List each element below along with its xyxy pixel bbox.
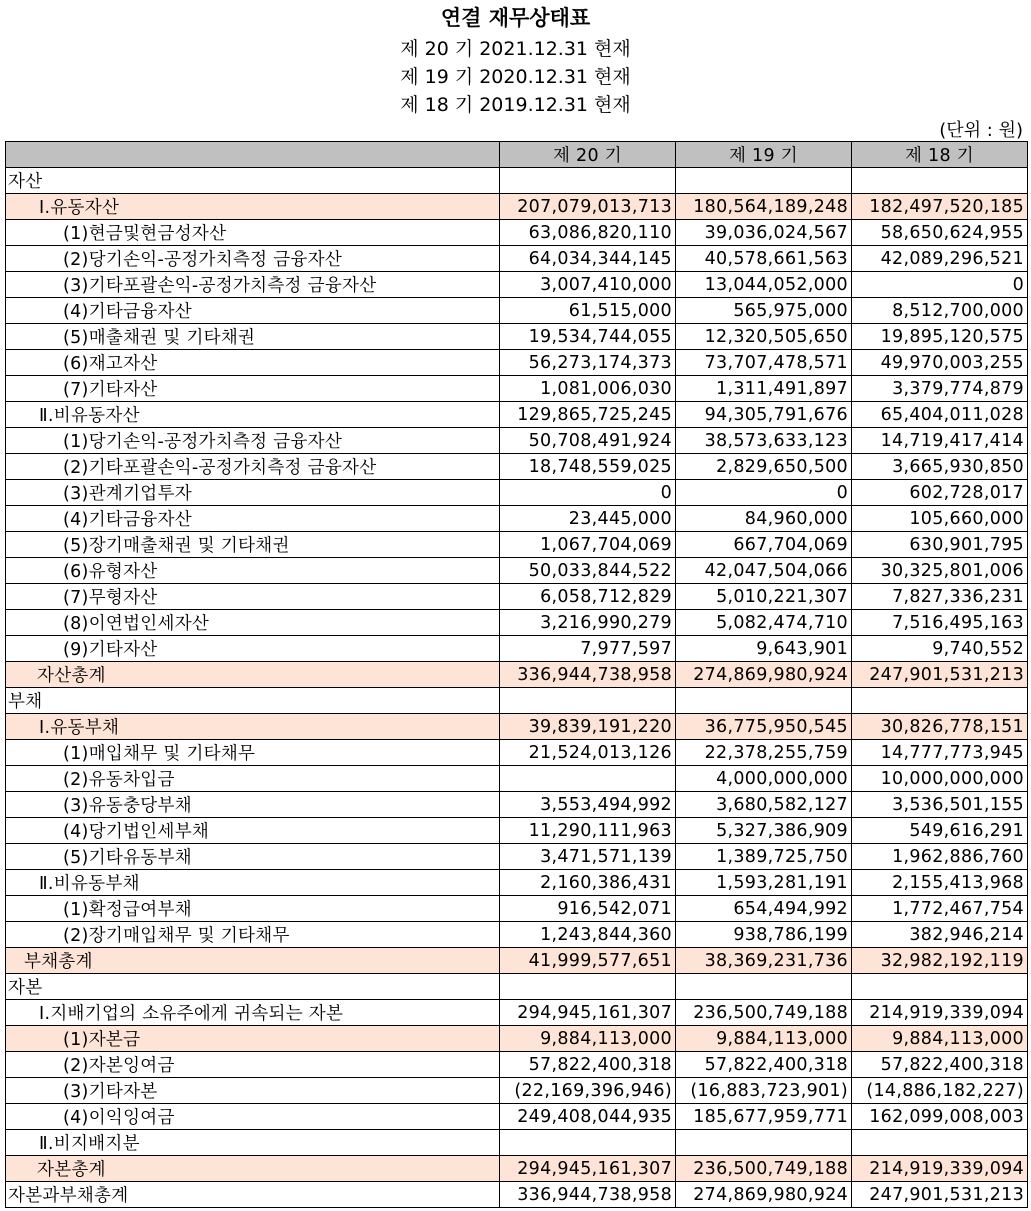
table-row [6, 1000, 1028, 1026]
value-cell: 11,290,111,963 [500, 818, 676, 844]
table-row [6, 766, 1028, 792]
value-cell: 630,901,795 [852, 532, 1028, 558]
value-cell: 2,160,386,431 [500, 870, 676, 896]
row-label: 자산 [6, 168, 500, 194]
table-row [6, 870, 1028, 896]
value-cell [852, 168, 1028, 194]
row-label: (4)기타금융자산 [6, 506, 500, 532]
row-label: (2)유동차입금 [6, 766, 500, 792]
table-row [6, 974, 1028, 1000]
value-cell: 185,677,959,771 [676, 1104, 852, 1130]
value-cell: 9,884,113,000 [676, 1026, 852, 1052]
table-row [6, 1052, 1028, 1078]
value-cell: 162,099,008,003 [852, 1104, 1028, 1130]
value-cell: 3,665,930,850 [852, 454, 1028, 480]
row-label: 자본총계 [6, 1156, 500, 1182]
value-cell: 654,494,992 [676, 896, 852, 922]
value-cell: 382,946,214 [852, 922, 1028, 948]
value-cell: 3,216,990,279 [500, 610, 676, 636]
value-cell [676, 168, 852, 194]
value-cell: 7,516,495,163 [852, 610, 1028, 636]
value-cell: 8,512,700,000 [852, 298, 1028, 324]
value-cell [676, 688, 852, 714]
table-row [6, 168, 1028, 194]
value-cell: 3,680,582,127 [676, 792, 852, 818]
value-cell: 36,775,950,545 [676, 714, 852, 740]
value-cell: 249,408,044,935 [500, 1104, 676, 1130]
row-label: Ⅱ.비유동자산 [6, 402, 500, 428]
value-cell: (22,169,396,946) [500, 1078, 676, 1104]
table-row [6, 922, 1028, 948]
table-row [6, 558, 1028, 584]
value-cell: 61,515,000 [500, 298, 676, 324]
row-label: Ⅰ.지배기업의 소유주에게 귀속되는 자본 [6, 1000, 500, 1026]
value-cell: 2,155,413,968 [852, 870, 1028, 896]
row-label: 부채 [6, 688, 500, 714]
value-cell: 21,524,013,126 [500, 740, 676, 766]
row-label: 자본 [6, 974, 500, 1000]
value-cell: 182,497,520,185 [852, 194, 1028, 220]
row-label: 자본과부채총계 [6, 1182, 500, 1208]
value-cell: 3,007,410,000 [500, 272, 676, 298]
value-cell: 938,786,199 [676, 922, 852, 948]
value-cell: 1,243,844,360 [500, 922, 676, 948]
value-cell: 1,389,725,750 [676, 844, 852, 870]
row-label: (1)자본금 [6, 1026, 500, 1052]
row-label: (2)당기손익-공정가치측정 금융자산 [6, 246, 500, 272]
header-period-20: 제 20 기 [500, 142, 676, 168]
value-cell: 50,033,844,522 [500, 558, 676, 584]
value-cell: 3,471,571,139 [500, 844, 676, 870]
value-cell: 32,982,192,119 [852, 948, 1028, 974]
value-cell: 105,660,000 [852, 506, 1028, 532]
unit-label: (단위 : 원) [939, 120, 1023, 141]
row-label: Ⅱ.비유동부채 [6, 870, 500, 896]
row-label: Ⅱ.비지배지분 [6, 1130, 500, 1156]
header-row [6, 142, 1028, 168]
value-cell: 14,777,773,945 [852, 740, 1028, 766]
row-label: (1)현금및현금성자산 [6, 220, 500, 246]
row-label: (2)기타포괄손익-공정가치측정 금융자산 [6, 454, 500, 480]
value-cell: 1,067,704,069 [500, 532, 676, 558]
value-cell: 236,500,749,188 [676, 1000, 852, 1026]
value-cell: 63,086,820,110 [500, 220, 676, 246]
row-label: (6)재고자산 [6, 350, 500, 376]
value-cell: 42,089,296,521 [852, 246, 1028, 272]
table-row [6, 740, 1028, 766]
value-cell: 916,542,071 [500, 896, 676, 922]
table-row [6, 844, 1028, 870]
value-cell: 180,564,189,248 [676, 194, 852, 220]
period-20: 제 20 기 2021.12.31 현재 [400, 38, 631, 60]
period-18: 제 18 기 2019.12.31 현재 [400, 94, 631, 116]
value-cell: 22,378,255,759 [676, 740, 852, 766]
value-cell: 64,034,344,145 [500, 246, 676, 272]
value-cell: (14,886,182,227) [852, 1078, 1028, 1104]
table-row [6, 948, 1028, 974]
row-label: (1)매입채무 및 기타채무 [6, 740, 500, 766]
table-row [6, 350, 1028, 376]
row-label: 자산총계 [6, 662, 500, 688]
value-cell: 5,010,221,307 [676, 584, 852, 610]
value-cell: 549,616,291 [852, 818, 1028, 844]
value-cell: 4,000,000,000 [676, 766, 852, 792]
table-row [6, 1026, 1028, 1052]
value-cell: 13,044,052,000 [676, 272, 852, 298]
row-label: (3)유동충당부채 [6, 792, 500, 818]
value-cell [676, 1130, 852, 1156]
header-period-19: 제 19 기 [676, 142, 852, 168]
table-row [6, 636, 1028, 662]
table-row [6, 506, 1028, 532]
table-row [6, 584, 1028, 610]
value-cell: 57,822,400,318 [500, 1052, 676, 1078]
page-title: 연결 재무상태표 [440, 6, 591, 30]
table-row [6, 1104, 1028, 1130]
table-row [6, 610, 1028, 636]
row-label: (5)매출채권 및 기타채권 [6, 324, 500, 350]
table-row [6, 818, 1028, 844]
value-cell: 57,822,400,318 [676, 1052, 852, 1078]
row-label: Ⅰ.유동자산 [6, 194, 500, 220]
table-row [6, 1130, 1028, 1156]
table-row [6, 402, 1028, 428]
header-period-18: 제 18 기 [852, 142, 1028, 168]
table-row [6, 376, 1028, 402]
value-cell [852, 1130, 1028, 1156]
row-label: (2)장기매입채무 및 기타채무 [6, 922, 500, 948]
value-cell: 1,962,886,760 [852, 844, 1028, 870]
row-label: (3)기타자본 [6, 1078, 500, 1104]
table-row [6, 272, 1028, 298]
row-label: (5)기타유동부채 [6, 844, 500, 870]
value-cell: 19,534,744,055 [500, 324, 676, 350]
value-cell: 14,719,417,414 [852, 428, 1028, 454]
value-cell: 7,977,597 [500, 636, 676, 662]
value-cell: 5,327,386,909 [676, 818, 852, 844]
period-19: 제 19 기 2020.12.31 현재 [400, 66, 631, 88]
value-cell: 247,901,531,213 [852, 1182, 1028, 1208]
row-label: (9)기타자산 [6, 636, 500, 662]
row-label: 부채총계 [6, 948, 500, 974]
value-cell: 3,379,774,879 [852, 376, 1028, 402]
value-cell [500, 766, 676, 792]
value-cell: 57,822,400,318 [852, 1052, 1028, 1078]
value-cell: 12,320,505,650 [676, 324, 852, 350]
value-cell: 1,772,467,754 [852, 896, 1028, 922]
value-cell: 667,704,069 [676, 532, 852, 558]
table-row [6, 246, 1028, 272]
row-label: Ⅰ.유동부채 [6, 714, 500, 740]
value-cell: 50,708,491,924 [500, 428, 676, 454]
value-cell: 84,960,000 [676, 506, 852, 532]
table-row [6, 662, 1028, 688]
value-cell: 58,650,624,955 [852, 220, 1028, 246]
value-cell: 2,829,650,500 [676, 454, 852, 480]
row-label: (2)자본잉여금 [6, 1052, 500, 1078]
value-cell: 236,500,749,188 [676, 1156, 852, 1182]
value-cell: 9,740,552 [852, 636, 1028, 662]
value-cell: 0 [500, 480, 676, 506]
value-cell [852, 974, 1028, 1000]
value-cell: 9,884,113,000 [500, 1026, 676, 1052]
row-label: (4)기타금융자산 [6, 298, 500, 324]
value-cell [500, 974, 676, 1000]
value-cell: 49,970,003,255 [852, 350, 1028, 376]
table-row [6, 298, 1028, 324]
value-cell: 336,944,738,958 [500, 1182, 676, 1208]
value-cell: 38,369,231,736 [676, 948, 852, 974]
value-cell: 23,445,000 [500, 506, 676, 532]
table-row [6, 480, 1028, 506]
row-label: (8)이연법인세자산 [6, 610, 500, 636]
table-row [6, 454, 1028, 480]
value-cell: 94,305,791,676 [676, 402, 852, 428]
row-label: (4)이익잉여금 [6, 1104, 500, 1130]
value-cell: 9,884,113,000 [852, 1026, 1028, 1052]
value-cell: 1,081,006,030 [500, 376, 676, 402]
value-cell: 10,000,000,000 [852, 766, 1028, 792]
value-cell: 247,901,531,213 [852, 662, 1028, 688]
table-row [6, 428, 1028, 454]
row-label: (1)당기손익-공정가치측정 금융자산 [6, 428, 500, 454]
value-cell [500, 1130, 676, 1156]
value-cell: 65,404,011,028 [852, 402, 1028, 428]
value-cell: 274,869,980,924 [676, 662, 852, 688]
value-cell: 0 [852, 272, 1028, 298]
table-row [6, 1182, 1028, 1208]
value-cell: 3,536,501,155 [852, 792, 1028, 818]
value-cell: 9,643,901 [676, 636, 852, 662]
value-cell: 42,047,504,066 [676, 558, 852, 584]
value-cell: 274,869,980,924 [676, 1182, 852, 1208]
table-row [6, 194, 1028, 220]
value-cell: 294,945,161,307 [500, 1000, 676, 1026]
value-cell: 1,311,491,897 [676, 376, 852, 402]
value-cell: 207,079,013,713 [500, 194, 676, 220]
value-cell [500, 168, 676, 194]
table-row [6, 792, 1028, 818]
value-cell: 214,919,339,094 [852, 1156, 1028, 1182]
row-label: (5)장기매출채권 및 기타채권 [6, 532, 500, 558]
table-row [6, 714, 1028, 740]
value-cell: 41,999,577,651 [500, 948, 676, 974]
header-item [6, 142, 500, 168]
row-label: (6)유형자산 [6, 558, 500, 584]
table-row [6, 532, 1028, 558]
value-cell: 18,748,559,025 [500, 454, 676, 480]
table-row [6, 324, 1028, 350]
row-label: (3)기타포괄손익-공정가치측정 금융자산 [6, 272, 500, 298]
row-label: (3)관계기업투자 [6, 480, 500, 506]
value-cell: 7,827,336,231 [852, 584, 1028, 610]
table-row [6, 896, 1028, 922]
value-cell [852, 688, 1028, 714]
balance-sheet-table [5, 141, 1028, 1208]
value-cell: 129,865,725,245 [500, 402, 676, 428]
row-label: (7)무형자산 [6, 584, 500, 610]
value-cell: 294,945,161,307 [500, 1156, 676, 1182]
value-cell: 3,553,494,992 [500, 792, 676, 818]
value-cell: 5,082,474,710 [676, 610, 852, 636]
value-cell: 214,919,339,094 [852, 1000, 1028, 1026]
row-label: (7)기타자산 [6, 376, 500, 402]
value-cell: 1,593,281,191 [676, 870, 852, 896]
value-cell: 39,839,191,220 [500, 714, 676, 740]
value-cell: 19,895,120,575 [852, 324, 1028, 350]
value-cell [676, 974, 852, 1000]
value-cell: 6,058,712,829 [500, 584, 676, 610]
value-cell: 38,573,633,123 [676, 428, 852, 454]
row-label: (1)확정급여부채 [6, 896, 500, 922]
table-row [6, 688, 1028, 714]
value-cell: 56,273,174,373 [500, 350, 676, 376]
value-cell: 0 [676, 480, 852, 506]
value-cell: 565,975,000 [676, 298, 852, 324]
value-cell: 602,728,017 [852, 480, 1028, 506]
value-cell: 30,325,801,006 [852, 558, 1028, 584]
table-row [6, 1156, 1028, 1182]
value-cell [500, 688, 676, 714]
table-row [6, 220, 1028, 246]
value-cell: 40,578,661,563 [676, 246, 852, 272]
value-cell: 73,707,478,571 [676, 350, 852, 376]
value-cell: (16,883,723,901) [676, 1078, 852, 1104]
value-cell: 39,036,024,567 [676, 220, 852, 246]
value-cell: 30,826,778,151 [852, 714, 1028, 740]
row-label: (4)당기법인세부채 [6, 818, 500, 844]
table-row [6, 1078, 1028, 1104]
value-cell: 336,944,738,958 [500, 662, 676, 688]
